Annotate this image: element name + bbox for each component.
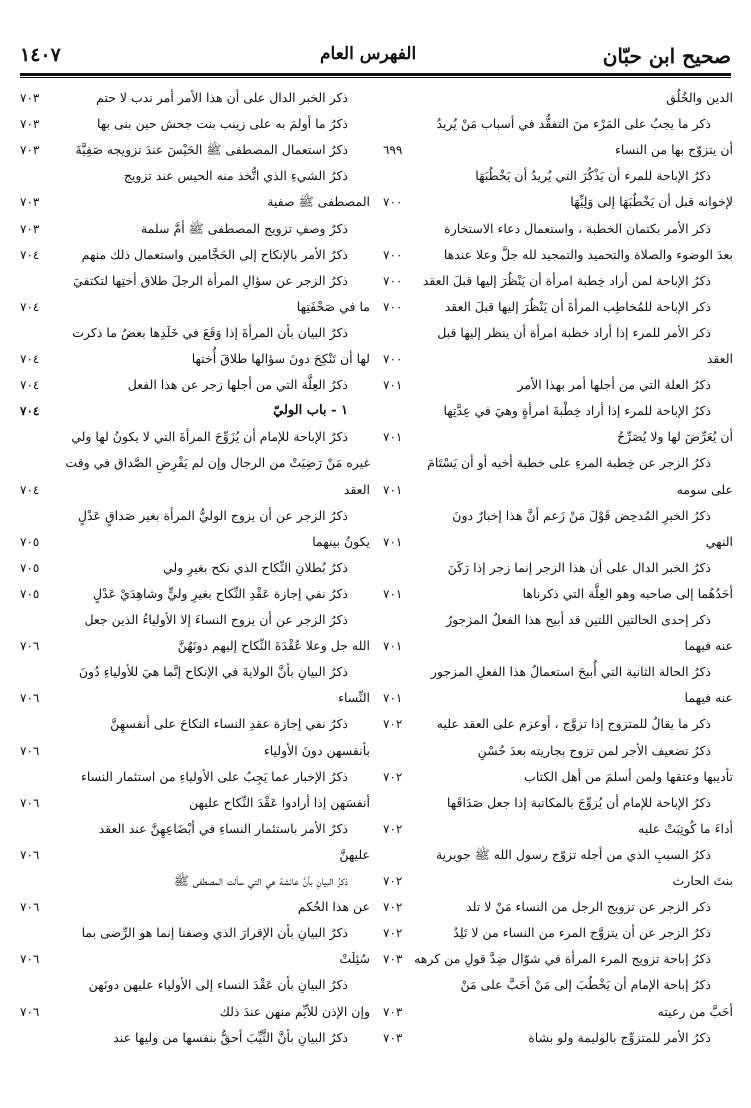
index-entry xyxy=(20,845,370,867)
entry-text: ذكرُ وصفِ تزويج المصطفى ﷺ أمَّ سلمة xyxy=(140,220,348,236)
index-entry xyxy=(373,245,733,267)
entry-text: العقد xyxy=(706,351,733,366)
entry-page-number: ٧٠٤ xyxy=(20,352,40,366)
entry-text: ذكر الأمر بكتمان الخطبة ، واستعمال دعاء الاستخارة xyxy=(444,220,711,236)
entry-text: ذكرُ البيانِ بأنَّ الولايةَ في الإنكاح إنَّما هيَ للأولياءِ دُونَ xyxy=(78,664,348,680)
entry-text: تأديبها وعتقها ولمن أسلمَ من أهل الكتاب xyxy=(524,768,733,784)
entry-page-number: ٧٠٢ xyxy=(383,717,403,732)
index-entry xyxy=(20,323,370,345)
entry-page-number: ٦٩٩ xyxy=(383,143,403,158)
index-entry xyxy=(20,923,370,945)
entry-page-number: ٧٠٣ xyxy=(20,221,40,236)
index-entry xyxy=(20,610,370,632)
entry-text: ذكرُ استعمال المصطفى ﷺ الحَيْسَ عندَ تزويجه صَفِيَّةَ xyxy=(75,142,348,158)
entry-text: أن يتزوّج بها من النساء xyxy=(615,142,733,158)
entry-text: ذكرُ إباحة الإمام أن يَخْطُبَ إلى مَنْ أحَبَّ على مَنْ xyxy=(460,977,711,993)
entry-text: لها أن تَنْكِحَ دونَ سؤالها طلاقَ أُختها xyxy=(191,351,370,366)
index-entry xyxy=(373,871,733,893)
page-header xyxy=(20,38,731,72)
index-entry xyxy=(20,636,370,658)
entry-page-number: ٧٠١ xyxy=(383,691,403,706)
index-entry xyxy=(20,793,370,815)
entry-text: ذكر الزجر عن تزويج الرجل من النساء مَنْ لا تلد xyxy=(466,899,711,915)
entry-text: ذكرُ نفي إجازة عقدِ النساء النكاحَ على أنفسهِنَّ xyxy=(110,716,348,732)
entry-text: أنفسَهن إذا أرادوا عَقْدَ النِّكاح عليهن xyxy=(189,794,370,810)
index-entry xyxy=(20,271,370,293)
entry-page-number: ٧٠٣ xyxy=(383,952,403,967)
entry-text: ١ - باب الوليّ xyxy=(273,403,348,419)
entry-text: ذكرُ الإخبار عما يَجِبُ على الأولياءِ من استئمار النساء xyxy=(80,768,348,784)
entry-text: العقد xyxy=(343,481,370,497)
entry-text: ذكر ما يقالُ للمتزوج إذا تزوَّج ، أوعزم على العقد عليه xyxy=(436,716,711,732)
entry-text: أن يُعَرِّضَ لها ولا يُصَرِّحُ xyxy=(617,429,733,445)
entry-text: سُئِلَتْ xyxy=(339,951,370,967)
header-rule-thin xyxy=(20,77,731,78)
index-entry xyxy=(20,949,370,971)
entry-text: ذكرُ الزجر عن خِطبة المرءِ على خطبة أخيه أو أن يَسْتَامَ xyxy=(427,455,711,471)
index-entry xyxy=(373,453,733,475)
entry-text: النِّساء xyxy=(338,690,370,706)
entry-page-number: ٧٠٦ xyxy=(20,847,40,862)
entry-page-number: ٧٠٢ xyxy=(383,926,403,941)
entry-text: ذكرُ ما أولمَ به على زينب بنت جحش حين بنى بها xyxy=(96,116,348,132)
entry-page-number: ٧٠٥ xyxy=(20,586,40,601)
index-entry xyxy=(20,219,370,241)
index-entry xyxy=(20,297,370,319)
entry-text: ذكرُ الخبرِ المُدحِض قَوْلَ مَنْ زَعم أنَّ هذا إخبارٌ دونَ xyxy=(452,507,711,523)
entry-page-number: ٧٠٦ xyxy=(20,691,40,706)
entry-text: ذكر الإباحة للمُخاطِب المرأةَ أن يَنْظُرَ إليها قبلَ العقد xyxy=(444,298,711,314)
entry-text: بعدَ الوضوء والصلاة والتحميد والتمجيد لله جلَّ وعلا عندها xyxy=(443,246,733,262)
index-entry xyxy=(20,714,370,736)
entry-text: النهي xyxy=(705,533,733,549)
entry-page-number: ٧٠١ xyxy=(383,586,403,601)
index-entry xyxy=(373,506,733,528)
index-entry xyxy=(20,114,370,136)
index-entry xyxy=(373,114,733,136)
index-entry xyxy=(20,349,370,371)
entry-text: المصطفى ﷺ صفية xyxy=(267,194,370,210)
entry-page-number: ٧٠٠ xyxy=(383,352,403,366)
index-entry xyxy=(373,558,733,580)
index-entry xyxy=(373,975,733,997)
index-entry xyxy=(20,871,370,893)
entry-text: على سومه xyxy=(676,481,733,497)
entry-text: ذكرُ البيان بأن المرأةَ إذا وَقَعَ في خَلَدِها بعضُ ما ذكرت xyxy=(72,324,348,340)
entry-page-number: ٧٠٣ xyxy=(20,143,40,158)
index-entry xyxy=(373,88,733,110)
entry-text: ذكرُ الزجر عن أن يزوج النساءَ إلا الأولياءُ الذين جعل xyxy=(84,612,348,627)
entry-text: عليهنَّ xyxy=(339,846,370,862)
index-entry xyxy=(373,427,733,449)
entry-page-number: ٧٠٠ xyxy=(383,247,403,262)
entry-text: ذكرُ الإباحة للمرء إذا أراد خِطْبةَ امرأةٍ وهيَ في عِدَّتِها xyxy=(443,403,711,419)
index-entry xyxy=(373,349,733,371)
entry-text: لإخوانه قبل أن يَخْطُبَهَا إلى وَلِيِّهَا xyxy=(570,194,733,210)
entry-page-number: ٧٠٣ xyxy=(383,1030,403,1045)
entry-page-number: ٧٠٢ xyxy=(383,821,403,836)
entry-text: ذكرُ البيانِ بأن عَقْدَ النساء إلى الأولياء عليهن دونَهن xyxy=(88,977,348,993)
entry-page-number: ٧٠١ xyxy=(383,482,403,497)
entry-page-number: ٧٠٢ xyxy=(383,900,403,915)
entry-text: ذكرُ الأمر للمتزوِّج بالوليمة ولو بشاة xyxy=(528,1029,711,1045)
entry-page-number: ٧٠١ xyxy=(383,430,403,445)
entry-text: ذكرُ الإباحة للإمام أن يُزَوِّجَ المرأةَ التي لا يكونُ لها ولي xyxy=(71,429,348,445)
index-entry xyxy=(373,688,733,710)
entry-text: ذكرُ بُطلانِ النِّكاح الذي نكح بغيرِ ولي xyxy=(163,559,348,575)
index-entry xyxy=(373,793,733,815)
entry-page-number: ٧٠٣ xyxy=(383,1004,403,1019)
entry-page-number: ٧٠٢ xyxy=(383,769,403,784)
index-entry xyxy=(20,558,370,580)
entry-text: يكونُ بينهما xyxy=(312,533,370,549)
entry-text: وإن الإذن للأيِّم منهن عندَ ذلك xyxy=(219,1003,370,1019)
entry-page-number: ٧٠٥ xyxy=(20,534,40,549)
index-entry xyxy=(20,897,370,919)
index-entry xyxy=(373,819,733,841)
entry-page-number: ٧٠٦ xyxy=(20,900,40,915)
index-entry xyxy=(373,714,733,736)
index-entry xyxy=(20,480,370,502)
index-entry xyxy=(373,271,733,293)
index-entry xyxy=(20,688,370,710)
index-entry xyxy=(373,401,733,423)
book-title: صحيح ابن حبّان xyxy=(602,44,731,68)
entry-text: ذكرُ الإباحة للإمام أن يُزوِّجَ بالمكاتبة إذا جعل صَدَاقَها xyxy=(446,794,711,810)
entry-text: عنه فيهما xyxy=(684,690,733,706)
index-entry xyxy=(373,662,733,684)
entry-page-number: ٧٠١ xyxy=(383,378,403,393)
entry-text: الدين والخُلُق xyxy=(666,90,733,105)
index-entry xyxy=(20,662,370,684)
entry-page-number: ٧٠٠ xyxy=(383,273,403,288)
index-entry xyxy=(373,584,733,606)
entry-text: ذكرُ الشيءِ الذي اتُّخذ منه الحيس عند تزويج xyxy=(123,168,348,184)
entry-page-number: ٧٠٤ xyxy=(20,404,40,419)
index-entry xyxy=(373,140,733,162)
index-entry xyxy=(373,949,733,971)
header-rule xyxy=(20,73,731,76)
index-entry xyxy=(20,767,370,789)
entry-text: ذكرُ الإباحة لمن أراد خِطبة امرأة أن يَنْظُرَ إليها قبلَ العقد xyxy=(422,272,711,288)
index-entry xyxy=(20,819,370,841)
index-entry xyxy=(373,323,733,345)
index-entry xyxy=(373,741,733,763)
section-title: الفهرس العام xyxy=(320,44,417,64)
entry-page-number: ٧٠١ xyxy=(383,534,403,549)
entry-text: ما في صَحْفَتِها xyxy=(296,298,370,314)
entry-text: ذكر الأمر للمرء إذا أراد خطبة امرأة أن ينظر إليها قبل xyxy=(437,324,711,340)
index-entry xyxy=(373,375,733,397)
entry-text: ذكرُ الإباحة للمرء أن يَذْكُرَ التي يُريدُ أن يَخْطُبَهَا xyxy=(475,168,711,184)
entry-text: ذكرُ البيانِ بأنَّ الثَّيِّبَ أحقُّ بنفسها من وليها عند xyxy=(113,1029,348,1045)
entry-page-number: ٧٠٦ xyxy=(20,743,40,758)
entry-page-number: ٧٠٦ xyxy=(20,1004,40,1019)
entry-text: أحَبَّ من رعيته xyxy=(657,1003,733,1019)
index-entry xyxy=(20,375,370,397)
entry-text: ذكرُ السببِ الذي من أجله تزوّج رسول الله ﷺ جويرية xyxy=(435,846,711,862)
entry-page-number: ٧٠٣ xyxy=(20,117,40,132)
entry-page-number: ٧٠٣ xyxy=(20,195,40,210)
index-entry xyxy=(20,584,370,606)
index-entry xyxy=(20,453,370,475)
index-entry xyxy=(20,401,370,423)
entry-page-number: ٧٠٤ xyxy=(20,482,40,497)
index-entry xyxy=(20,741,370,763)
entry-text: ذكرُ الأمر بالإنكاح إلى الحَجَّامين واستعمال ذلك منهم xyxy=(81,246,348,262)
index-entry xyxy=(20,140,370,162)
entry-text: ذكرُ نفي إجازة عَقْدِ النِّكاح بغيرِ وليٍّ وشاهِدَيْ عَدْلٍ xyxy=(93,585,348,601)
index-entry xyxy=(373,1002,733,1024)
index-entry xyxy=(20,166,370,188)
index-entry xyxy=(20,245,370,267)
index-entry xyxy=(373,1028,733,1050)
entry-text: بنتَ الحارث xyxy=(672,873,733,888)
entry-text: بأنفسهن دونَ الأولياء xyxy=(263,742,370,758)
entry-page-number: ٧٠٠ xyxy=(383,299,403,314)
index-entry xyxy=(373,767,733,789)
index-entry xyxy=(373,166,733,188)
index-entry xyxy=(373,480,733,502)
index-entry xyxy=(373,610,733,632)
index-entry xyxy=(20,1002,370,1024)
entry-text: أحَدُهُما إلى صاحبه وهو العِلَّة التي ذكرناها xyxy=(522,585,733,601)
entry-text: عنه فيهما xyxy=(684,638,733,654)
index-entry xyxy=(373,297,733,319)
entry-text: عن هذا الحُكم xyxy=(297,899,370,915)
entry-page-number: ٧٠١ xyxy=(383,639,403,654)
entry-page-number: ٧٠٤ xyxy=(20,378,40,393)
entry-text: ذكرُ الحالة الثانية التي أُبيحَ استعمالُ هذا الفعلِ المزجور xyxy=(430,664,711,680)
entry-text: غيره مَنْ رَضِيَتْ من الرجال وإن لم يَفْرِضِ الصَّداق في وقت xyxy=(65,455,370,471)
entry-text: ذكرُ العلة التي من أجلها أمر بهذا الأمر xyxy=(517,377,711,393)
entry-text: ذكرُ إباحة تزويج المرء المرأة في شوّال ضِدَّ قولِ من كرهه xyxy=(414,951,711,967)
entry-text: الله جل وعلا عُقْدَةَ النِّكاح إليهم دونَهُنَّ xyxy=(177,638,370,654)
entry-text: ذكرُ تضعيف الأجر لمن تزوج بجاريته بعدَ حُسْنِ xyxy=(477,742,711,758)
entry-page-number: ٧٠٤ xyxy=(20,299,40,314)
index-entry xyxy=(373,192,733,214)
entry-page-number: ٧٠٢ xyxy=(383,874,403,888)
entry-page-number: ٧٠٦ xyxy=(20,639,40,654)
entry-text: ذكرُ البيانِ بأن الإقرارَ الذي وصفنا إنما هو الرِّضى بما xyxy=(81,925,348,941)
entry-text: ذكر الخبر الدال على أن هذا الأمر أمر ندب لا حتم xyxy=(96,90,348,105)
entry-page-number: ٧٠٥ xyxy=(20,560,40,575)
index-entry xyxy=(373,923,733,945)
index-entry xyxy=(20,1028,370,1050)
entry-text: ذكرُ الزجر عن سؤالِ المرأة الرجلَ طلاق أختِها لتكتفيَ xyxy=(73,272,348,288)
index-entry xyxy=(20,427,370,449)
entry-text: ذكرُ الزجر عن أن يتزوَّج المرء من النساء من لا تَلِدُ xyxy=(453,925,711,941)
index-entry xyxy=(373,897,733,919)
entry-page-number: ٧٠٠ xyxy=(383,195,403,210)
entry-text: ذكرُ الخبر الدال على أن هذا الزجر إنما زجر إذا رَكَنَ xyxy=(447,559,711,575)
entry-text: أداءَ ما كُوتِبَتْ عليه xyxy=(638,820,733,836)
index-entry xyxy=(20,532,370,554)
page-number: ١٤٠٧ xyxy=(20,44,61,66)
entry-page-number: ٧٠٤ xyxy=(20,247,40,262)
index-entry xyxy=(373,532,733,554)
entry-page-number: ٧٠٦ xyxy=(20,952,40,967)
index-entry xyxy=(373,219,733,241)
entry-text: ذكرُ الزجر عن أن يزوج الوليُّ المرأة بغير صَداقٍ عَدْلٍ xyxy=(77,507,348,523)
entry-text: ذكر ما يجبُ على المَرْء منَ التفقُّد في أسباب مَنْ يُريدُ xyxy=(436,116,711,132)
entry-page-number: ٧٠٦ xyxy=(20,795,40,810)
entry-text: ذكرُ الأمر باستئمار النساءِ في أبْضَاعِهِنَّ عند العقد xyxy=(98,820,348,836)
entry-text: ذكرُ العِلَّة التي من أجلها زجر عن هذا الفعل xyxy=(127,377,348,393)
entry-text: ذكر إحدى الحالتين اللتين قد أبيح هذا الفعلُ المزجورُ xyxy=(446,612,711,627)
index-entry xyxy=(20,975,370,997)
entry-page-number: ٧٠٣ xyxy=(20,91,40,105)
index-entry xyxy=(373,636,733,658)
index-entry xyxy=(373,845,733,867)
entry-text: ذكرُ البيانِ بأنَّ عائشة هي التي سألت المصطفى ﷺ xyxy=(173,873,348,888)
index-entry xyxy=(20,192,370,214)
index-entry xyxy=(20,88,370,110)
index-entry xyxy=(20,506,370,528)
